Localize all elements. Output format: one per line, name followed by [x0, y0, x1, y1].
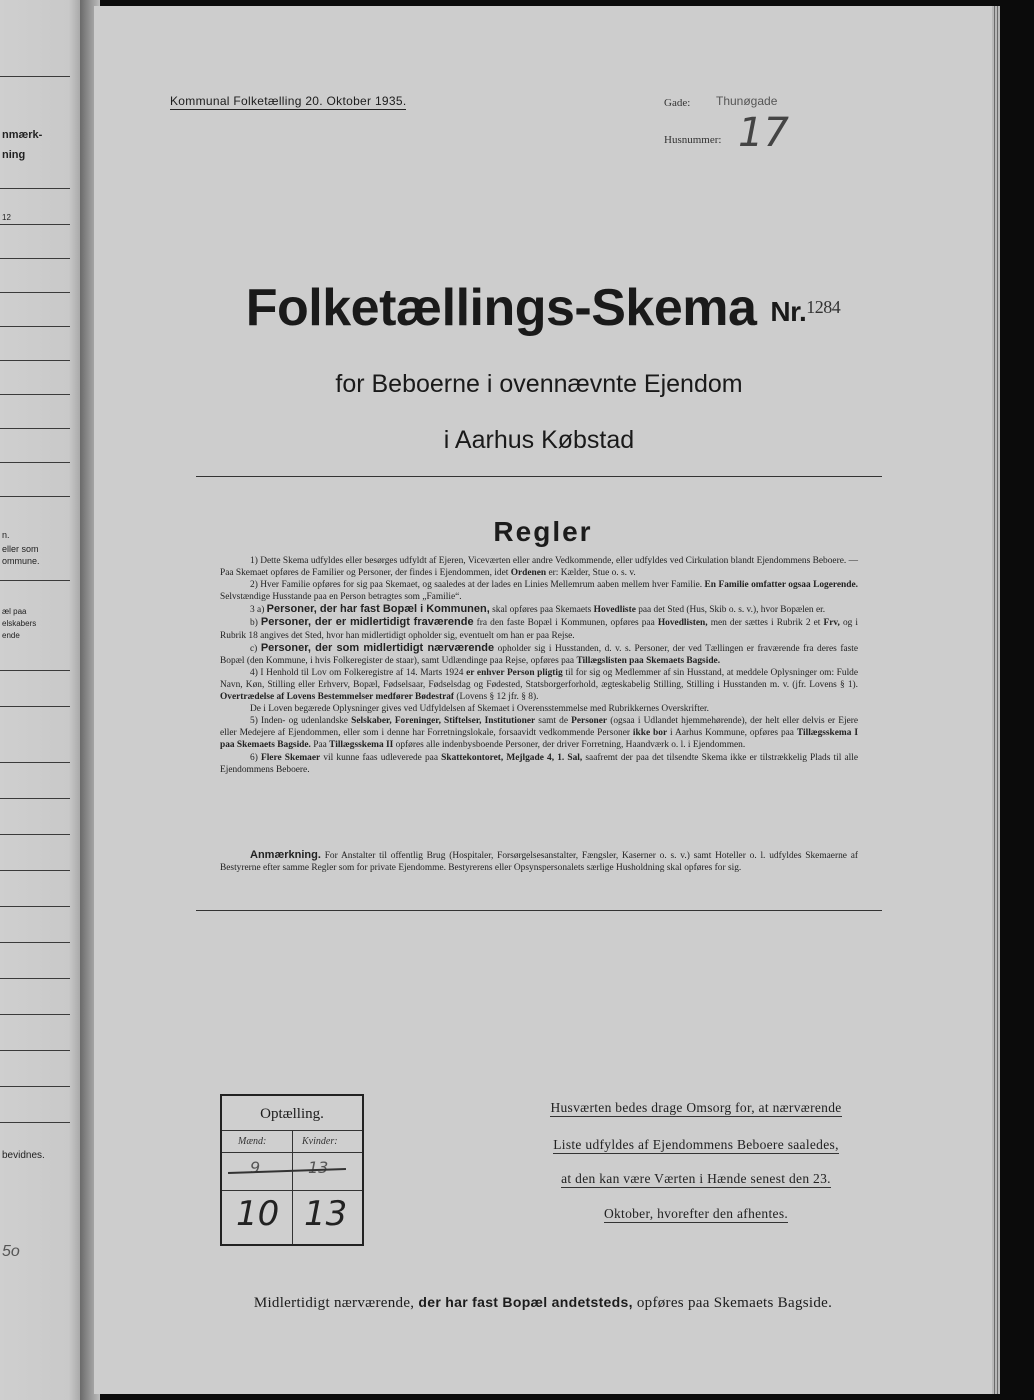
left-rule — [0, 258, 70, 259]
form-title-main: Folketællings-Skema — [245, 279, 757, 337]
left-rule — [0, 462, 70, 463]
left-rule — [0, 326, 70, 327]
rule-2: 2) Hver Familie opføres for sig paa Skemaet, og saaledes at der lades en Linies Mellemrum aaben mellem hver Familie. En Familie omfatter ogsaa Logerende. Selvstændige Husstande paa en Person betragtes som „Familie“. — [220, 580, 858, 603]
landlord-note-line-2: Liste udfyldes af Ejendommens Beboere saaledes, — [553, 1137, 839, 1152]
left-fragment-text: ommune. — [2, 556, 40, 566]
gade-label: Gade: — [664, 97, 691, 109]
rule-3c: c) Personer, der som midlertidigt nærværende opholder sig i Husstanden, d. v. s. Personer, der ved Tællingen er fraværende fra deres faste Bopæl (den Kommune, i hvis Folkeregister de staar), samt Udlændinge paa Rejse, opføres paa Tillægslisten paa Skemaets Bagside. — [220, 641, 859, 666]
form-subtitle-1: for Beboerne i ovennævnte Ejendom — [335, 370, 743, 398]
left-fragment-text: nmærk- — [2, 129, 43, 141]
maend-count: 10 — [236, 1194, 280, 1234]
rules-text — [220, 555, 858, 776]
left-rule — [0, 1086, 70, 1087]
left-rule — [0, 428, 70, 429]
kvinder-old-count: 13 — [308, 1158, 329, 1177]
landlord-note-line-3: at den kan være Værten i Hænde senest den 23. — [561, 1171, 831, 1186]
rule-4b: De i Loven begærede Oplysninger gives ved Udfyldelsen af Skemaet i Overensstemmelse med Rubrikkernes Overskrifter. — [250, 704, 709, 715]
left-rule — [0, 870, 70, 871]
maend-label: Mænd: — [238, 1136, 267, 1147]
left-page-fragment — [0, 0, 86, 1400]
kvinder-label: Kvinder: — [302, 1136, 338, 1147]
rule-5: 5) Inden- og udenlandske Selskaber, Foreninger, Stiftelser, Institutioner samt de Personer (ogsaa i Udlandet hjemmehørende), der helt eller delvis er Ejere eller Medejere af Ejendommen, eller som i denne har Forretningslokale, forsaavidt vedkommende Personer ikke bor i Aarhus Kommune, opføres paa Tillægsskema I paa Skemaets Bagside. Paa Tillægsskema II opføres alle indenbysboende Personer, der driver Forretning, Haandværk o. l. i Ejendommen. — [220, 716, 859, 751]
left-rule — [0, 496, 70, 497]
maend-old-count: 9 — [250, 1158, 261, 1177]
left-rule — [0, 394, 70, 395]
rule-6: 6) Flere Skemaer vil kunne faas udleverede paa Skattekontoret, Mejlgade 4, 1. Sal, saafremt der paa det tilsendte Skema ikke er tilstrækkelig Plads til alle Ejendommens Beboere. — [220, 752, 859, 775]
left-rule — [0, 762, 70, 763]
census-header-line: Kommunal Folketælling 20. Oktober 1935. — [170, 94, 407, 108]
left-fragment-handwriting: 5o — [2, 1243, 20, 1260]
husnummer-value: 17 — [738, 110, 789, 156]
divider-top — [196, 476, 882, 477]
left-rule — [0, 1122, 70, 1123]
landlord-note-line-4: Oktober, hvorefter den afhentes. — [603, 1206, 789, 1221]
left-rule — [0, 706, 70, 707]
left-fragment-text: ende — [2, 631, 20, 640]
rule-3b: b) Personer, der er midlertidigt fraværende fra den faste Bopæl i Kommunen, opføres paa Hovedlisten, men der sættes i Rubrik 2 et Frv, og i Rubrik 18 angives det Sted, hvor han midlertidigt opholder sig, eventuelt om han er paa Rejse. — [220, 616, 859, 641]
rule-1: 1) Dette Skema udfyldes eller besørges udfyldt af Ejeren, Viceværten eller andre Vedkommende, eller udfyldes ved Cirkulation blandt Ejendommens Beboere. — Paa Skemaet opføres de Familier og Personer, der findes i Ejendommen, idet Ordenen er: Kælder, Stue o. s. v. — [220, 556, 858, 579]
form-number-value: 1284 — [806, 297, 841, 317]
left-rule — [0, 188, 70, 189]
form-subtitle-2: i Aarhus Købstad — [443, 426, 635, 454]
count-box — [220, 1094, 364, 1246]
annotation-text: For Anstalter til offentlig Brug (Hospitaler, Forsørgelsesanstalter, Fængsler, Kaserner o. s. v.) samt Hoteller o. l. udfyldes Skemaerne af Bestyrerne efter samme Regler som for private Ejendomme. Bestyrerens eller Opsynspersonalets særlige Husholdning skal opføres for sig. — [220, 851, 858, 874]
kvinder-count: 13 — [304, 1194, 348, 1234]
rules-heading: Regler — [493, 516, 593, 547]
gade-value: Thunøgade — [716, 94, 778, 108]
rule-3a: 3 a) Personer, der har fast Bopæl i Kommunen, skal opføres paa Skemaets Hovedliste paa det Sted (Hus, Skib o. s. v.), hvor Bopælen er. — [250, 603, 826, 616]
count-box-title: Optælling. — [260, 1106, 324, 1122]
count-box-rule — [222, 1152, 362, 1153]
form-title — [94, 278, 992, 338]
left-rule — [0, 580, 70, 581]
left-rule — [0, 292, 70, 293]
left-fragment-text: bevidnes. — [2, 1150, 45, 1161]
landlord-note-line-1: Husværten bedes drage Omsorg for, at nærværende — [550, 1100, 842, 1115]
form-number-label: Nr. — [770, 296, 807, 327]
left-fragment-text: n. — [2, 530, 10, 540]
left-fragment-text: æl paa — [2, 607, 27, 616]
divider-bottom — [196, 910, 882, 911]
left-rule — [0, 798, 70, 799]
count-box-divider — [292, 1130, 293, 1244]
left-rule — [0, 942, 70, 943]
left-fragment-text: 12 — [2, 213, 11, 222]
husnummer-label: Husnummer: — [664, 134, 722, 146]
left-rule — [0, 76, 70, 77]
left-rule — [0, 978, 70, 979]
annotation-note — [220, 849, 858, 874]
left-rule — [0, 906, 70, 907]
left-rule — [0, 224, 70, 225]
count-box-rule — [222, 1190, 362, 1191]
left-fragment-text: ning — [2, 149, 26, 161]
left-fragment-text: eller som — [2, 544, 39, 554]
left-rule — [0, 1014, 70, 1015]
left-rule — [0, 360, 70, 361]
left-rule — [0, 1050, 70, 1051]
left-fragment-text: elskabers — [2, 619, 37, 628]
left-rule — [0, 670, 70, 671]
footer-instruction: Midlertidigt nærværende, der har fast Bopæl andetsteds, opføres paa Skemaets Bagside. — [253, 1294, 833, 1311]
left-rule — [0, 834, 70, 835]
census-form-page — [94, 6, 992, 1394]
rule-4: 4) I Henhold til Lov om Folkeregistre af 14. Marts 1924 er enhver Person pligtig til for sig og Medlemmer af sin Husstand, at meddele Oplysninger om: Fulde Navn, Køn, Stilling eller Erhverv, Bopæl, Fødselsaar, Fødselsdag og Fødested, Statsborgerforhold, ægteskabelig Stilling, Stilling i Husstanden m. v. (jfr. Lovens § 1). Overtrædelse af Lovens Bestemmelser medfører Bødestraf (Lovens § 12 jfr. § 8). — [220, 667, 859, 703]
annotation-label: Anmærkning. — [250, 849, 321, 861]
